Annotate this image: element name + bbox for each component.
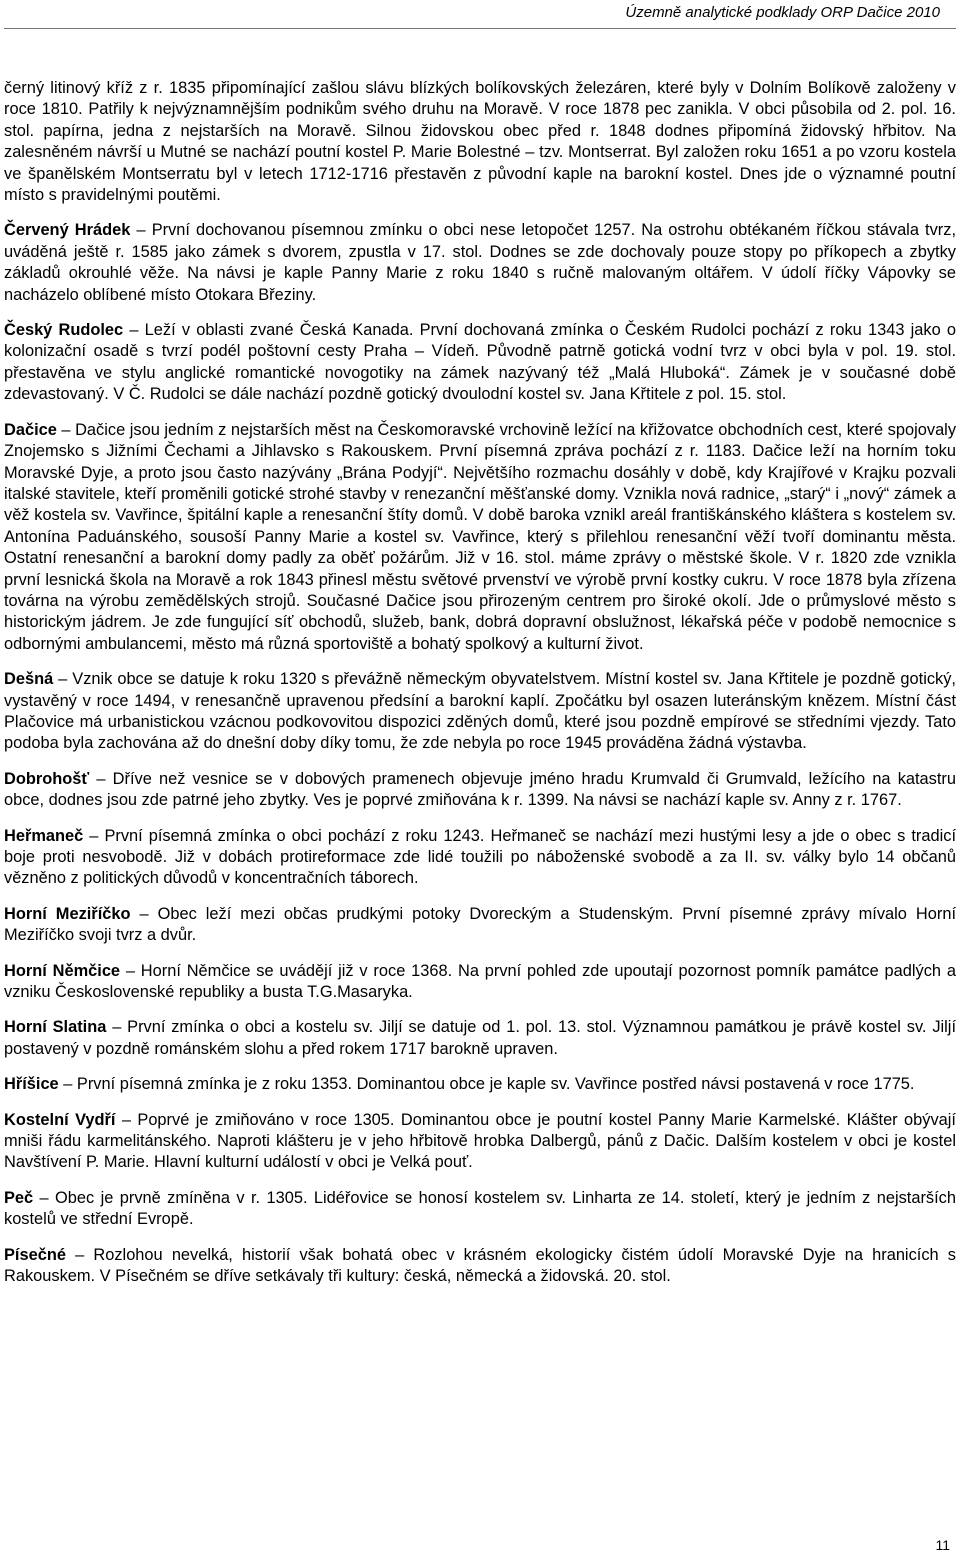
paragraph-text: – První zmínka o obci a kostelu sv. Jiljí se datuje od 1. pol. 13. stol. Významnou památkou je právě kostel sv. Jiljí postavený v pozdně románském slohu a před rokem 1717 barokně upraven. [4,1018,956,1058]
paragraph [4,1017,956,1060]
paragraph-text: – Leží v oblasti zvané Česká Kanada. První dochovaná zmínka o Českém Rudolci pochází z roku 1343 jako o kolonizační osadě s tvrzí podél poštovní cesty Praha – Vídeň. Původně patrně gotická vodní tvrz v obci byla v pol. 19. stol. přestavěna ve stylu anglické romantické novogotiky na zámek nazývaný též „Malá Hluboká“. Zámek je v současné době zdevastovaný. V Č. Rudolci se dále nachází pozdně gotický dvoulodní kostel sv. Jana Křtitele z pol. 15. stol. [4,321,957,404]
document-body [4,78,956,1302]
place-name: Dačice [4,420,57,439]
place-name: Peč [4,1188,34,1207]
paragraph [4,769,956,812]
place-name: Červený Hrádek [4,221,131,240]
paragraph [4,669,956,755]
paragraph-text: – Obec je prvně zmíněna v r. 1305. Lidéřovice se honosí kostelem sv. Linharta ze 14. století, který je jedním z nejstarších kostelů ve střední Evropě. [4,1188,956,1229]
paragraph [4,78,956,206]
paragraph-text: – První písemná zmínka o obci pochází z roku 1243. Heřmaneč se nachází mezi hustými lesy a jde o obec s tradicí boje proti nesvobodě. Již v dobách protireformace zde lidé toužili po náboženské svobodě a za II. sv. války bylo 14 občanů vězněno z politických důvodů v koncentračních táborech. [4,826,956,888]
paragraph [4,320,956,406]
place-name: Písečné [4,1245,66,1264]
paragraph-text: – Vznik obce se datuje k roku 1320 s převážně německým obyvatelstvem. Místní kostel sv. Jana Křtitele je pozdně gotický, vystavěný v roce 1494, v renesančně upravenou předsíní a barokní kaplí. Zpočátku byl osazen luteránským knězem. Místní část Plačovice má urbanistickou vzácnou podkovovitou dispozici zděných domů, které jsou pozdně empírové se středními vjezdy. Tato podoba byla zachována až do dnešní doby díky tomu, že zde nebyla po roce 1945 prováděna žádná výstavba. [4,670,956,753]
paragraph-text: černý litinový kříž z r. 1835 připomínající zašlou slávu blízkých bolíkovských železáren, které byly v Dolním Bolíkově založeny v roce 1810. Patřily k nejvýznamnějším podnikům svého druhu na Moravě. V roce 1878 pec zanikla. V obci působila od 2. pol. 16. stol. papírna, jedna z nejstarších na Moravě. Silnou židovskou obec před r. 1848 dodnes připomíná židovský hřbitov. Na zalesněném návrší u Mutné se nachází poutní kostel P. Marie Bolestné – tzv. Montserrat. Byl založen roku 1651 a po vzoru kostela ve španělském Montserratu byl v letech 1712-1716 přestavěn z původní kaple na barokní kostel. Dnes jde o významné poutní místo s pravidelnými poutěmi. [4,79,956,205]
place-name: Hříšice [4,1075,59,1094]
place-name: Český Rudolec [4,321,124,340]
document-header-title: Územně analytické podklady ORP Dačice 2010 [625,4,940,21]
paragraph [4,961,956,1004]
paragraph-text: – Horní Němčice se uvádějí již v roce 1368. Na první pohled zde upoutají pozornost pomník památce padlých a vzniku Československé republiky a busta T.G.Masaryka. [4,961,956,1002]
place-name: Dobrohošť [4,769,90,788]
paragraph [4,1188,956,1231]
place-name: Dešná [4,670,54,689]
paragraph-text: – Poprvé je zmiňováno v roce 1305. Dominantou obce je poutní kostel Panny Marie Karmelské. Klášter obývají mniši řádu karmelitánského. Naproti klášteru je v jeho hřbitově hrobka Dalbergů, pánů z Dačic. Dalším kostelem v obci je kostel Navštívení P. Marie. Hlavní kulturní událostí v obci je Velká pouť. [4,1110,956,1172]
paragraph [4,420,956,655]
paragraph [4,904,956,947]
place-name: Horní Meziříčko [4,904,131,923]
paragraph [4,220,956,306]
paragraph [4,1245,956,1288]
paragraph-text: – První dochovanou písemnou zmínku o obci nese letopočet 1257. Na ostrohu obtékaném říčkou stávala tvrz, uváděná ještě r. 1585 jako zámek s dvorem, zpustla v 17. stol. Dodnes se zde dochovaly pouze stopy po příkopech a zbytky základů okrouhlé věže. Na návsi je kaple Panny Marie z roku 1840 s ručně malovaným oltářem. V údolí říčky Vápovky se nacházelo oblíbené místo Otokara Březiny. [4,221,956,304]
paragraph-text: – Dříve než vesnice se v dobových pramenech objevuje jméno hradu Krumvald či Grumvald, ležícího na katastru obce, dodnes jsou zde patrné jeho zbytky. Ves je poprvé zmiňována k r. 1399. Na návsi se nachází kaple sv. Anny z r. 1767. [4,769,956,810]
header-divider [4,28,956,29]
place-name: Kostelní Vydří [4,1110,116,1129]
paragraph [4,1110,956,1174]
place-name: Horní Slatina [4,1018,107,1037]
paragraph [4,826,956,890]
paragraph-text: – Dačice jsou jedním z nejstarších měst na Českomoravské vrchovině ležící na křižovatce obchodních cest, které spojovaly Znojemsko s Jižními Čechami a Jihlavsko s Rakouskem. První písemná zpráva pochází z r. 1183. Dačice leží na horním toku Moravské Dyje, a proto jsou často nazývány „Brána Podyjí“. Největšího rozmachu dosáhly v době, kdy Krajířové v Krajku pozvali italské stavitele, kteří proměnili gotické strohé stavby v renezanční měšťanské domy. Vznikla nová radnice, „starý“ i „nový“ zámek a věž kostela sv. Vavřince, špitální kaple a renesanční štíty domů. V době baroka vznikl areál františkánského kláštera s kostelem sv. Antonína Paduánského, sousoší Panny Marie a kostel sv. Vavřince, který s přilehlou renesanční věží tvoří dominantu města. Ostatní renesanční a barokní domy padly za oběť požárům. Již v 16. stol. máme zprávy o městské škole. V r. 1820 zde vznikla první lesnická škola na Moravě a rok 1843 přinesl městu světové prvenství ve výrobě první kostky cukru. V roce 1878 byla zřízena továrna na výrobu zemědělských strojů. Současné Dačice jsou přirozeným centrem pro široké okolí. Jde o průmyslové město s historickým jádrem. Je zde fungující síť obchodů, služeb, bank, dobrá dopravní obslužnost, lékařská péče v podobě nemocnice s odbornými ambulancemi, město má různá sportoviště a bohatý spolkový a kulturní život. [4,420,957,653]
page-number: 11 [935,1537,950,1553]
paragraph-text: – Rozlohou nevelká, historií však bohatá obec v krásném ekologicky čistém údolí Moravské Dyje na hranicích s Rakouskem. V Písečném se dříve setkávaly tři kultury: česká, německá a židovská. 20. stol. [4,1245,956,1286]
paragraph-text: – První písemná zmínka je z roku 1353. Dominantou obce je kaple sv. Vavřince postřed návsi postavená v roce 1775. [58,1075,915,1094]
paragraph-text: – Obec leží mezi občas prudkými potoky Dvoreckým a Studenským. První písemné zprávy mívalo Horní Meziříčko svoji tvrz a dvůr. [4,904,956,945]
place-name: Horní Němčice [4,961,121,980]
paragraph [4,1074,956,1095]
place-name: Heřmaneč [4,826,84,845]
